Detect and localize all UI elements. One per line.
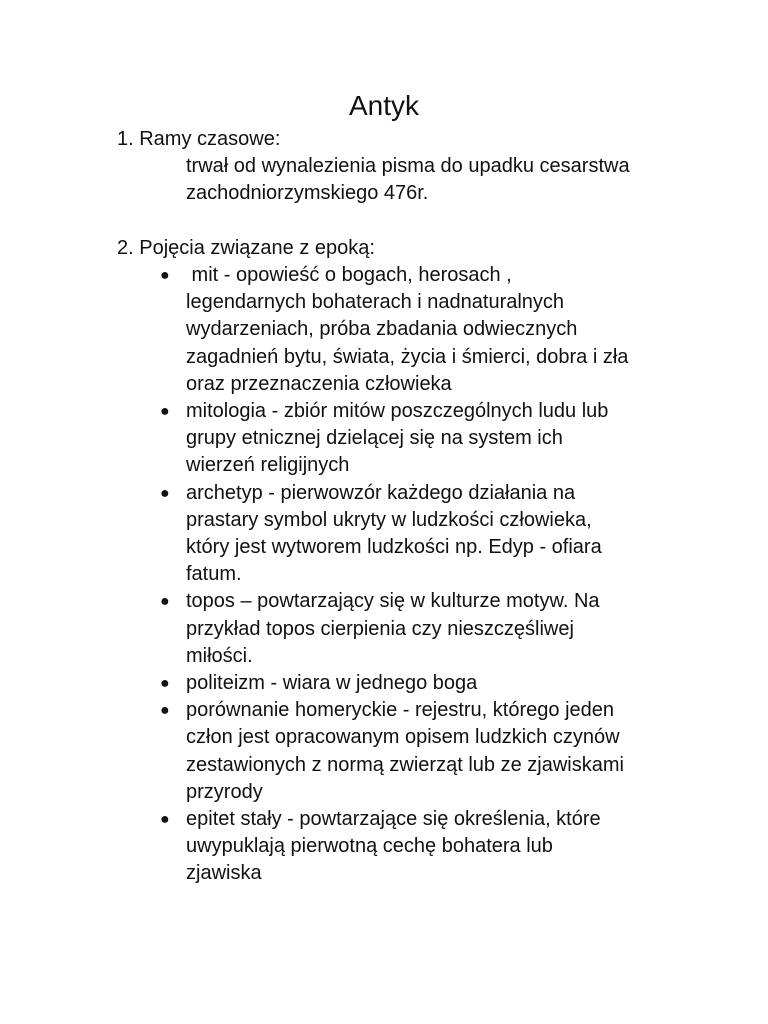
text-line: prastary symbol ukryty w ludzkości człowieka, [186, 508, 592, 531]
text-line: archetyp - pierwowzór każdego działania na [186, 481, 576, 504]
list-item [160, 588, 720, 670]
section-body-time-frame [186, 153, 726, 207]
text-line: mit - opowieść o bogach, herosach , [186, 264, 512, 286]
bullet-icon: ● [160, 811, 170, 829]
bullet-icon: ● [160, 484, 170, 502]
text-line: oraz przeznaczenia człowieka [186, 372, 452, 395]
list-item [160, 480, 720, 589]
text-line: trwał od wynalezienia pisma do upadku cesarstwa [186, 155, 630, 177]
list-item [160, 697, 720, 806]
text-line: przyrody [186, 780, 263, 803]
bullet-icon: ● [160, 702, 170, 720]
section-heading-concepts: 2. Pojęcia związane z epoką: [117, 237, 375, 259]
page-title: Antyk [348, 90, 420, 121]
text-line: porównanie homeryckie - rejestru, którego jeden [186, 699, 614, 722]
text-line: przykład topos cierpienia czy nieszczęśliwej [186, 617, 574, 640]
text-line: mitologia - zbiór mitów poszczególnych ludu lub [186, 400, 609, 423]
text-line: zjawiska [186, 862, 262, 885]
text-line: grupy etnicznej dzielącej się na system ich [186, 427, 563, 450]
text-line: politeizm - wiara w jednego boga [186, 672, 478, 695]
text-line: zestawionych z normą zwierząt lub ze zjawiskami [186, 753, 624, 776]
list-item [160, 806, 720, 888]
section-heading-time-frame: 1. Ramy czasowe: [117, 128, 281, 150]
text-line: który jest wytworem ludzkości np. Edyp - ofiara [186, 536, 602, 559]
text-line: zagadnień bytu, świata, życia i śmierci, dobra i zła [186, 345, 629, 368]
list-item [160, 398, 720, 480]
text-line: człon jest opracowanym opisem ludzkich czynów [186, 726, 620, 749]
bullet-icon: ● [160, 403, 170, 421]
bullet-icon: ● [160, 593, 170, 611]
text-line: legendarnych bohaterach i nadnaturalnych [186, 291, 565, 314]
text-line: epitet stały - powtarzające się określenia, które [186, 808, 601, 831]
list-item [160, 670, 720, 697]
bullet-icon: ● [160, 267, 170, 284]
list-item [160, 262, 720, 398]
text-line: zachodniorzymskiego 476r. [186, 182, 429, 204]
text-line: miłości. [186, 644, 253, 667]
bullet-icon: ● [160, 675, 170, 693]
text-line: topos – powtarzający się w kulturze motyw. Na [186, 590, 600, 613]
text-line: wierzeń religijnych [186, 454, 350, 477]
text-line: fatum. [186, 563, 242, 586]
text-line: wydarzeniach, próba zbadania odwiecznych [186, 318, 578, 341]
text-line: uwypuklają pierwotną cechę bohatera lub [186, 835, 553, 858]
concepts-list [160, 262, 720, 888]
